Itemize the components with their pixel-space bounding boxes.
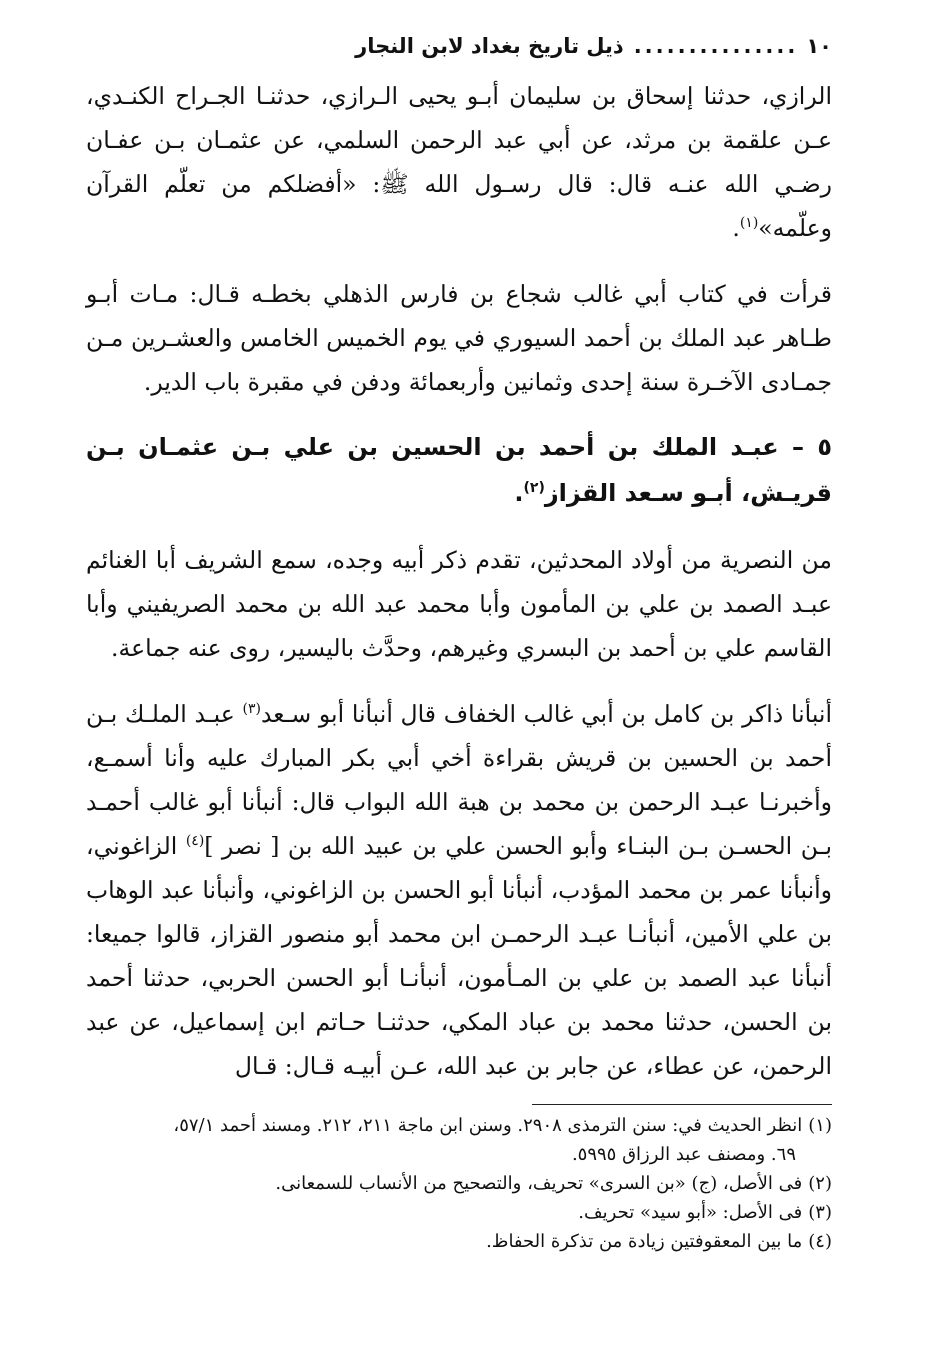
isnad-part-1: أنبأنا ذاكر بن كامل بن أبي غالب الخفاف قال أنبأنا أبو سـعد bbox=[260, 700, 832, 728]
footnote-text: ما بين المعقوفتين زيادة من تذكرة الحفاظ. bbox=[486, 1231, 803, 1252]
footnotes bbox=[86, 1111, 832, 1256]
entry-tail: . bbox=[514, 479, 524, 507]
paragraph-hadith bbox=[86, 74, 832, 250]
page-number: ١٠ bbox=[806, 34, 832, 58]
paragraph-biography: من النصرية من أولاد المحدثين، تقدم ذكر أبيه وجده، سمع الشريف أبا الغنائم عبـد الصمد بن علي بن المأمون وأبا محمد عبد الله بن محمد الصريفيني وأبا القاسم علي بن أحمد بن البسري وغيرهم، وحدَّث باليسير، روى عنه جماعة. bbox=[86, 546, 832, 662]
paragraph-death-note: قرأت في كتاب أبي غالب شجاع بن فارس الذهلي بخطـه قـال: مـات أبـو طـاهر عبد الملك بن أحمد السيوري في يوم الخميس الخامس والعشـرين مـن جمـادى الآخـرة سنة إحدى وثمانين وأربعمائة ودفن في مقبرة باب الدير. bbox=[86, 280, 832, 396]
footnote-text: فى الأصل، (ج) «بن السرى» تحريف، والتصحيح من الأنساب للسمعانى. bbox=[275, 1173, 803, 1194]
paragraph-text: الرازي، حدثنا إسحاق بن سليمان أبـو يحيى الـرازي، حدثنـا الجـراح الكنـدي، عـن علقمة بن مرثد، عن أبي عبد الرحمن السلمي، عن عثمـان بـن عفـان رضـي الله عنـه قال: قال رسـول الله ﷺ: «أفضلكم من تعلّم القرآن وعلّمه» bbox=[86, 82, 832, 242]
footnote-1-continuation: ٦٩. ومصنف عبد الرزاق ٥٩٩٥. bbox=[571, 1144, 796, 1165]
paragraph-isnad bbox=[86, 692, 832, 1088]
header-leader-dots: ............... bbox=[633, 34, 799, 58]
footnote-separator bbox=[532, 1104, 832, 1105]
footnote-text: فى الأصل: «أبو سيد» تحريف. bbox=[578, 1202, 803, 1223]
book-page bbox=[86, 28, 832, 1256]
entry-name: عبـد الملك بن أحمد بن الحسين بن علي بـن عثمـان بـن قريـش، أبـو سـعد القزاز bbox=[86, 433, 832, 507]
running-title: ذيل تاريخ بغداد لابن النجار bbox=[355, 34, 624, 58]
footnote-3 bbox=[86, 1198, 832, 1227]
footnote-1 bbox=[86, 1111, 832, 1140]
footnote-ref-3: (٣) bbox=[242, 701, 261, 718]
page-header bbox=[86, 28, 832, 64]
footnote-ref-2: (٢) bbox=[523, 480, 545, 496]
footnote-ref-1: (١) bbox=[739, 215, 759, 232]
footnote-number: (٣) bbox=[808, 1202, 832, 1223]
footnote-text: انظر الحديث في: سنن الترمذى ٢٩٠٨. وسنن ابن ماجة ٢١١، ٢١٢. ومسند أحمد ٥٧/١، bbox=[173, 1115, 803, 1136]
entry-dash: – bbox=[792, 433, 805, 461]
entry-heading bbox=[86, 424, 832, 516]
footnote-ref-4: (٤) bbox=[185, 833, 205, 850]
isnad-part-3: الزاغوني، وأنبأنا عمر بن محمد المؤدب، أنبأنا أبو الحسن بن الزاغوني، وأنبأنا عبد الوهاب بن علي الأمين، أنبأنـا عبـد الرحمـن ابن محمد أبو منصور القزاز، قالوا جميعا: أنبأنا عبد الصمد بن علي بن المـأمون، أنبأنـا أبو الحسن الحربي، حدثنا أحمد بن الحسن، حدثنا محمد بن عباد المكي، حدثنـا حـاتم ابن إسماعيل، عن عبد الرحمن، عن عطاء، عن جابر بن عبد الله، عـن أبيـه قـال: قـال bbox=[86, 832, 832, 1080]
footnote-2 bbox=[86, 1169, 832, 1198]
entry-number: ٥ bbox=[817, 433, 832, 461]
footnote-number: (٢) bbox=[808, 1173, 832, 1194]
paragraph-tail: . bbox=[732, 214, 740, 242]
isnad-part-2: عبـد الملـك بـن أحمد بن الحسين بن قريش بقراءة أخي أبي بكر المبارك عليه وأنا أسمـع، وأخبرنـا عبـد الرحمن بن محمد بن هبة الله البواب قال: أنبأنا أبو غالب أحمـد بـن الحسـن بـن البنـاء وأبو الحسن علي بن عبيد الله بن [ نصر ] bbox=[86, 700, 833, 860]
footnote-number: (٤) bbox=[808, 1231, 832, 1252]
footnote-number: (١) bbox=[808, 1115, 832, 1136]
footnote-4 bbox=[86, 1227, 832, 1256]
